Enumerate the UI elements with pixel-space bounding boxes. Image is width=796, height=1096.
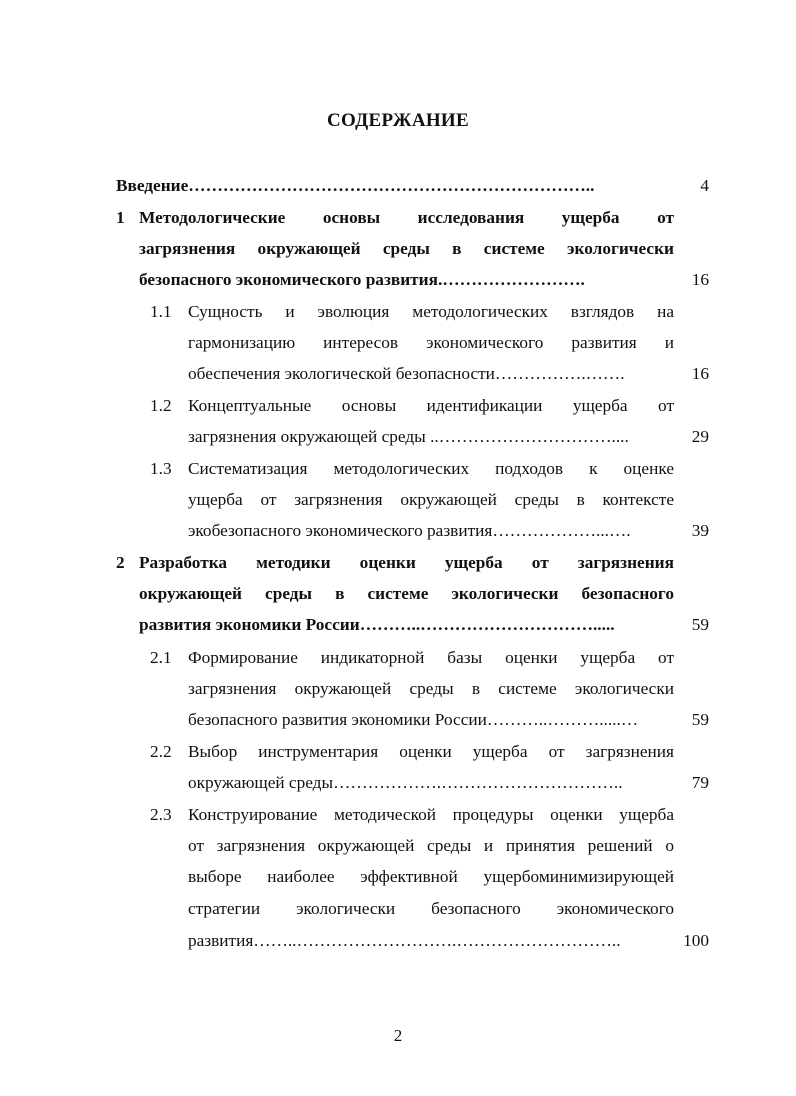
toc-section-line: Формирование индикаторной базы оценки ущерба от <box>188 648 674 667</box>
toc-section-line: Концептуальные основы идентификации ущерба от <box>188 396 674 415</box>
toc-section-line: ущерба от загрязнения окружающей среды в контексте <box>188 490 674 509</box>
toc-section-line: Конструирование методической процедуры оценки ущерба <box>188 805 674 824</box>
toc-section-number: 2.3 <box>150 805 172 824</box>
toc-chapter-line: окружающей среды в системе экологически безопасного <box>139 584 674 603</box>
toc-page-1-2: 29 <box>691 427 709 446</box>
toc-section-number: 1.2 <box>150 396 172 415</box>
toc-section-number: 2.2 <box>150 742 172 761</box>
toc-section-line: гармонизацию интересов экономического развития и <box>188 333 674 352</box>
toc-introduction: Введение…………………………………………………………….. <box>116 176 595 195</box>
toc-chapter-line: Методологические основы исследования ущерба от <box>139 208 674 227</box>
toc-section-line: загрязнения окружающей среды в системе экологически <box>188 679 674 698</box>
toc-section-line: Сущность и эволюция методологических взглядов на <box>188 302 674 321</box>
toc-page-2-3: 100 <box>683 931 709 950</box>
toc-section-line: окружающей среды……………….………………………….. <box>188 773 623 792</box>
toc-section-line: стратегии экологически безопасного экономического <box>188 899 674 918</box>
toc-page-intro: 4 <box>700 176 709 195</box>
toc-page-ch1: 16 <box>691 270 709 289</box>
toc-section-line: выборе наиболее эффективной ущербоминимизирующей <box>188 867 674 886</box>
toc-chapter-number: 1 <box>116 208 125 227</box>
toc-chapter-line: Разработка методики оценки ущерба от загрязнения <box>139 553 674 572</box>
toc-chapter-line: развития экономики России………..…………………………..... <box>139 615 615 634</box>
toc-page-1-3: 39 <box>691 521 709 540</box>
toc-page-2-2: 79 <box>691 773 709 792</box>
toc-chapter-line: безопасного экономического развития.……………………. <box>139 270 585 289</box>
toc-section-line: загрязнения окружающей среды ..………………………….... <box>188 427 629 446</box>
toc-section-number: 1.3 <box>150 459 172 478</box>
toc-section-number: 1.1 <box>150 302 172 321</box>
toc-chapter-line: загрязнения окружающей среды в системе экологически <box>139 239 674 258</box>
toc-section-line: от загрязнения окружающей среды и принятия решений о <box>188 836 674 855</box>
toc-section-line: Систематизация методологических подходов к оценке <box>188 459 674 478</box>
document-title: СОДЕРЖАНИЕ <box>327 110 469 131</box>
toc-chapter-number: 2 <box>116 553 125 572</box>
toc-section-line: экобезопасного экономического развития………………...…. <box>188 521 631 540</box>
toc-page-1-1: 16 <box>691 364 709 383</box>
toc-section-line: обеспечения экологической безопасности…………….……. <box>188 364 625 383</box>
toc-page-2-1: 59 <box>691 710 709 729</box>
toc-section-line: Выбор инструментария оценки ущерба от загрязнения <box>188 742 674 761</box>
toc-section-line: безопасного развития экономики России………..……….....… <box>188 710 639 729</box>
toc-page-ch2: 59 <box>691 615 709 634</box>
page-number: 2 <box>393 1026 403 1045</box>
toc-section-number: 2.1 <box>150 648 172 667</box>
toc-section-line: развития……..……………………….……………………….. <box>188 931 621 950</box>
